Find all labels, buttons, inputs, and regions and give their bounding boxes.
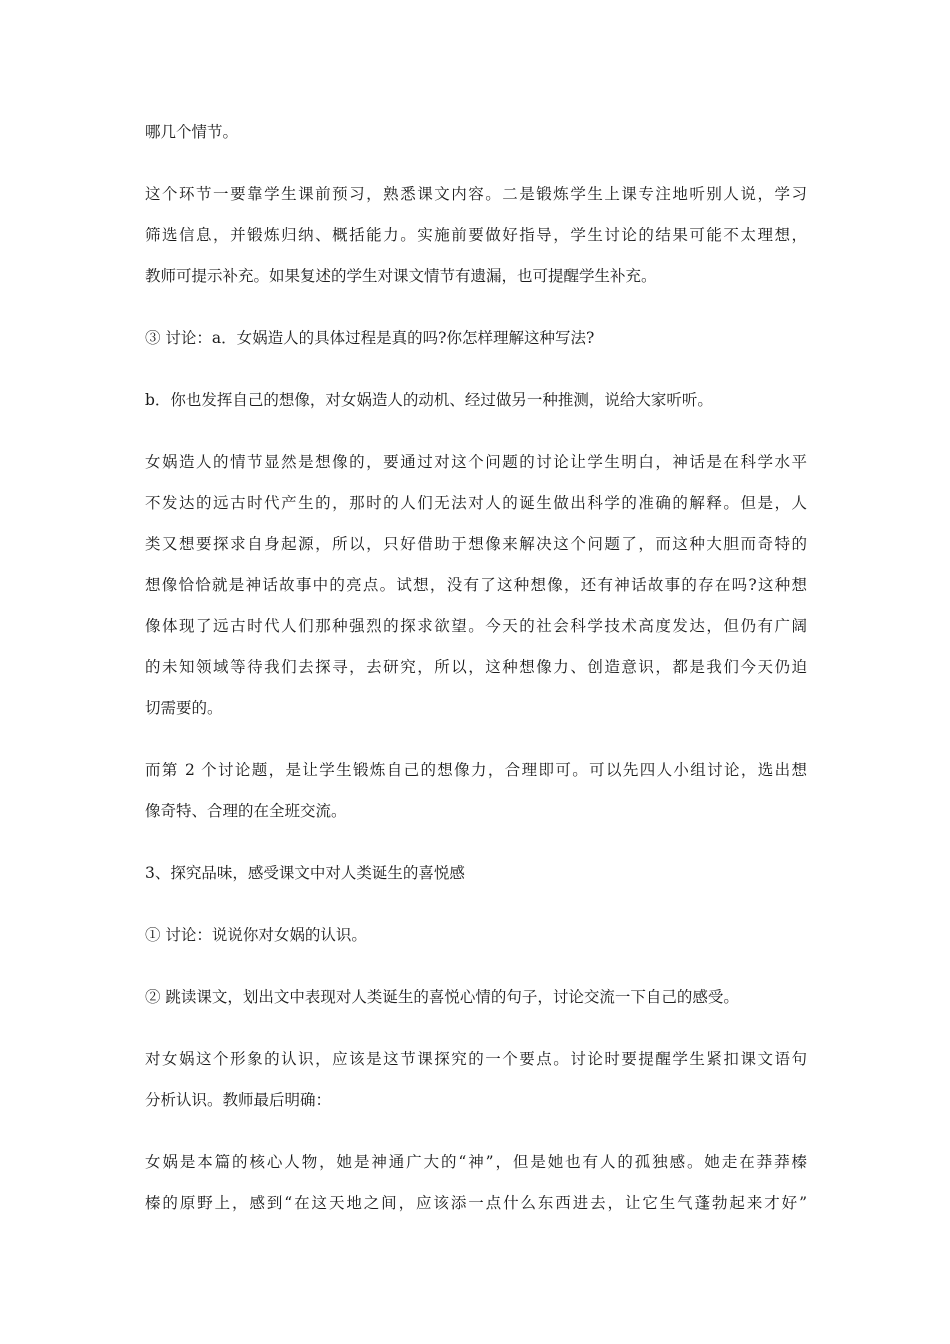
paragraph [145,174,807,297]
text-line: 榛的原野上，感到“在这天地之间，应该添一点什么东西进去，让它生气蓬勃起来才好” [145,1194,807,1212]
text-line: ① 讨论：说说你对女娲的认识。 [145,926,367,944]
text-line: 的未知领域等待我们去探寻，去研究，所以，这种想像力、创造意识，都是我们今天仍迫 [145,658,807,676]
text-line: 分析认识。教师最后明确： [145,1091,332,1109]
text-line: 类又想要探求自身起源，所以，只好借助于想像来解决这个问题了，而这种大胆而奇特的 [145,535,807,553]
text-line: 像体现了远古时代人们那种强烈的探求欲望。今天的社会科学技术高度发达，但仍有广阔 [145,617,807,635]
text-line: 不发达的远古时代产生的，那时的人们无法对人的诞生做出科学的准确的解释。但是，人 [145,494,807,512]
text-line: ② 跳读课文，划出文中表现对人类诞生的喜悦心情的句子，讨论交流一下自己的感受。 [145,988,739,1006]
document-page [145,112,807,1245]
text-line: ③ 讨论：a．女娲造人的具体过程是真的吗?你怎样理解这种写法? [145,329,595,347]
paragraph [145,380,807,421]
paragraph [145,915,807,956]
paragraph [145,977,807,1018]
text-line: 3、探究品味，感受课文中对人类诞生的喜悦感 [145,864,465,882]
text-line: 女娲造人的情节显然是想像的，要通过对这个问题的讨论让学生明白，神话是在科学水平 [145,453,807,471]
paragraph [145,442,807,729]
paragraph [145,750,807,832]
text-line: 对女娲这个形象的认识，应该是这节课探究的一个要点。讨论时要提醒学生紧扣课文语句 [145,1050,807,1068]
paragraph [145,318,807,359]
text-line: 哪几个情节。 [145,123,239,141]
text-line: 而第 2 个讨论题，是让学生锻炼自己的想像力，合理即可。可以先四人小组讨论，选出想 [145,761,807,779]
section-heading [145,853,807,894]
paragraph [145,1142,807,1224]
paragraph [145,1039,807,1121]
text-line: 像奇特、合理的在全班交流。 [145,802,347,820]
text-line: 教师可提示补充。如果复述的学生对课文情节有遗漏，也可提醒学生补充。 [145,267,657,285]
text-line: 女娲是本篇的核心人物，她是神通广大的“神”，但是她也有人的孤独感。她走在莽莽榛 [145,1153,807,1171]
text-line: 想像恰恰就是神话故事中的亮点。试想，没有了这种想像，还有神话故事的存在吗?这种想 [145,576,807,594]
paragraph [145,112,807,153]
text-line: 切需要的。 [145,699,223,717]
text-line: 筛选信息，并锻炼归纳、概括能力。实施前要做好指导，学生讨论的结果可能不太理想， [145,226,807,244]
text-line: b．你也发挥自己的想像，对女娲造人的动机、经过做另一种推测，说给大家听听。 [145,391,713,409]
text-line: 这个环节一要靠学生课前预习，熟悉课文内容。二是锻炼学生上课专注地听别人说，学习 [145,185,807,203]
